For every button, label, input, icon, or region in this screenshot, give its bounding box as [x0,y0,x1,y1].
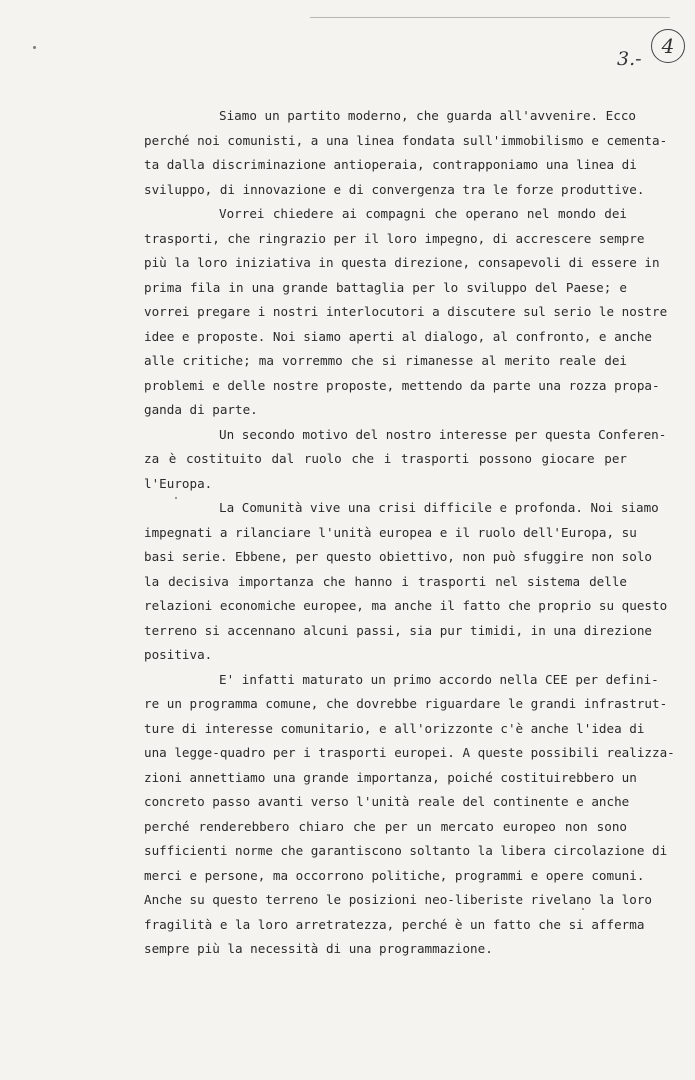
text-line: Anche su questo terreno le posizioni neo-liberiste rivelano la loro [144,892,652,907]
text-line: perché noi comunisti, a una linea fondata sull'immobilismo e cementa- [144,132,668,148]
paragraph [144,496,668,668]
text-line: ture di interesse comunitario, e all'orizzonte c'è anche l'idea di [144,720,645,736]
header-rule [310,17,670,18]
text-line: sviluppo, di innovazione e di convergenza tra le forze produttive. [144,181,645,197]
paragraph [144,668,675,962]
paragraph [144,423,667,497]
text-line: positiva. [144,647,213,662]
scan-speck [33,46,36,49]
text-line: alle critiche; ma vorremmo che si rimanesse al merito reale dei [144,353,627,368]
text-line: concreto passo avanti verso l'unità reale del continente e anche [144,794,630,809]
text-line: idee e proposte. Noi siamo aperti al dialogo, al confronto, e anche [144,328,652,344]
text-line: Un secondo motivo del nostro interesse per questa Conferen- [219,426,667,442]
text-line: za è costituito dal ruolo che i trasporti possono giocare per [144,451,627,466]
text-line: perché renderebbero chiaro che per un mercato europeo non sono [144,818,627,834]
text-line: impegnati a rilanciare l'unità europea e il ruolo dell'Europa, su [144,524,637,540]
text-line: prima fila in una grande battaglia per lo sviluppo del Paese; e [144,279,627,295]
text-line: una legge-quadro per i trasporti europei. A queste possibili realizza- [144,745,675,760]
text-line: vorrei pregare i nostri interlocutori a discutere sul serio le nostre [144,304,668,319]
paragraph [144,104,668,202]
text-line: fragilità e la loro arretratezza, perché è un fatto che si afferma [144,916,645,932]
paragraph [144,202,668,423]
text-line: ganda di parte. [144,402,258,417]
text-line: zioni annettiamo una grande importanza, poiché costituirebbero un [144,769,637,785]
text-line: relazioni economiche europee, ma anche il fatto che proprio su questo [144,598,668,613]
text-line: Vorrei chiedere ai compagni che operano nel mondo dei [219,206,627,221]
text-line: trasporti, che ringrazio per il loro impegno, di accrescere sempre [144,230,645,246]
text-line: E' infatti maturato un primo accordo nella CEE per defini- [219,671,659,687]
text-line: basi serie. Ebbene, per questo obiettivo, non può sfuggire non solo [144,549,652,564]
text-line: ta dalla discriminazione antioperaia, contrapponiamo una linea di [144,157,637,172]
text-line: l'Europa. [144,475,213,491]
text-line: Siamo un partito moderno, che guarda all'avvenire. Ecco [219,108,637,123]
circled-sheet-number: 4 [651,29,685,63]
text-line: sempre più la necessità di una programmazione. [144,941,493,956]
text-line: più la loro iniziativa in questa direzione, consapevoli di essere in [144,255,660,270]
text-line: merci e persone, ma occorrono politiche, programmi e opere comuni. [144,867,645,883]
text-line: problemi e delle nostre proposte, mettendo da parte una rozza propa- [144,377,660,393]
page-number: 3.- [617,48,642,70]
text-line: la decisiva importanza che hanno i trasporti nel sistema delle [144,573,627,589]
text-line: La Comunità vive una crisi difficile e profonda. Noi siamo [219,500,659,515]
text-line: re un programma comune, che dovrebbe riguardare le grandi infrastrut- [144,696,668,711]
text-line: terreno si accennano alcuni passi, sia pur timidi, in una direzione [144,622,652,638]
text-line: sufficienti norme che garantiscono soltanto la libera circolazione di [144,843,668,858]
document-body [144,104,675,962]
